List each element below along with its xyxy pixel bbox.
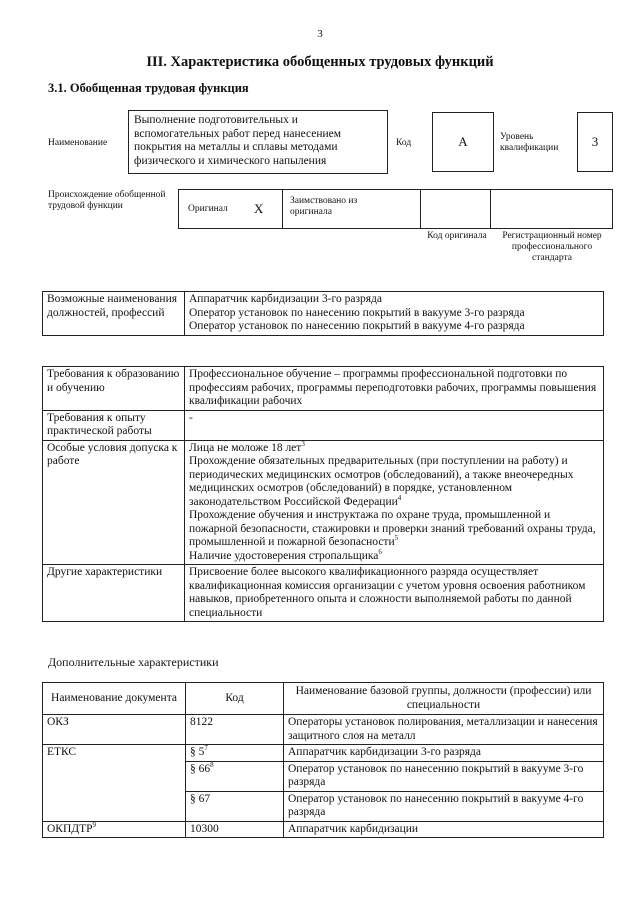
borrowed-label: Заимствовано из оригинала: [290, 196, 358, 217]
origin-label: Происхождение обобщенной трудовой функции: [48, 190, 166, 211]
level-value: 3: [591, 134, 599, 149]
origin-divider: [420, 189, 421, 229]
table-row: § 67 Оператор установок по нанесению покрытий в вакууме 4-го разряда: [43, 791, 604, 821]
additional-table: [42, 682, 604, 838]
reg-number-caption: Регистрационный номер профессионального стандарта: [502, 231, 602, 263]
positions-table: [42, 291, 604, 336]
name-value-box: [128, 110, 388, 174]
page-number: 3: [317, 28, 323, 40]
origin-divider: [490, 189, 491, 229]
name-value: Выполнение подготовительных и вспомогательных работ перед нанесением покрытия на металлы и сплавы методами физического и химического напыления: [134, 114, 342, 167]
additional-header: Наименование документа: [43, 683, 186, 715]
table-row: ЕТКС § $5^7$ Аппаратчик карбидизации 3-го разряда: [43, 745, 604, 762]
req-experience-label: Требования к опыту практической работы: [43, 410, 185, 440]
subsection-title: 3.1. Обобщенная трудовая функция: [48, 81, 249, 95]
position-item: Оператор установок по нанесению покрытий в вакууме 4-го разряда: [189, 320, 525, 332]
positions-label: Возможные наименования должностей, профессий: [43, 292, 185, 336]
code-value: А: [458, 134, 468, 149]
origin-table: [178, 189, 613, 229]
additional-title: Дополнительные характеристики: [48, 655, 219, 669]
special-condition: Прохождение обязательных предварительных (при поступлении на работу) и периодических медицинских осмотров (обследований), а также внеочередных медицинских осмотров (обследований) в порядке, установленном законодательством Российской Федерации$^4$: [189, 455, 574, 508]
req-education-label: Требования к образованию и обучению: [43, 367, 185, 411]
position-item: Оператор установок по нанесению покрытий в вакууме 3-го разряда: [189, 306, 525, 319]
special-condition: Лица не моложе 18 лет$^3$: [189, 439, 305, 454]
code-original-caption: Код оригинала: [427, 231, 487, 241]
origin-divider: [282, 189, 283, 229]
special-condition: Наличие удостоверения стропальщика$^6$: [189, 547, 382, 562]
level-value-box: [577, 112, 613, 172]
original-mark: X: [254, 201, 264, 216]
req-other-label: Другие характеристики: [43, 565, 185, 622]
level-label: Уровень квалификации: [500, 132, 559, 153]
code-value-box: [432, 112, 494, 172]
additional-header: Код: [186, 683, 284, 715]
req-education-value: Профессиональное обучение – программы профессиональной подготовки по профессиям рабочих, программы переподготовки рабочих, программы повышения квалификации рабочих: [185, 367, 604, 411]
req-special-label: Особые условия допуска к работе: [43, 440, 185, 565]
requirements-table: [42, 366, 604, 622]
special-condition: Прохождение обучения и инструктажа по охране труда, промышленной и пожарной безопасности, стажировки и проверки знаний требований охраны труда, промышленной и пожарной безопасности$^5$: [189, 509, 596, 548]
original-label: Оригинал: [188, 204, 228, 214]
req-special-value: [185, 440, 604, 565]
table-row: ОКПДТР$^9$ 10300 Аппаратчик карбидизации: [43, 821, 604, 838]
table-row: § $66^8$ Оператор установок по нанесению покрытий в вакууме 3-го разряда: [43, 761, 604, 791]
code-label: Код: [396, 138, 412, 148]
positions-list: [185, 292, 604, 336]
additional-header: Наименование базовой группы, должности (профессии) или специальности: [284, 683, 604, 715]
name-label: Наименование: [48, 138, 108, 148]
position-item: Аппаратчик карбидизации 3-го разряда: [189, 293, 382, 305]
table-row: ОКЗ 8122 Операторы установок полирования, металлизации и нанесения защитного слоя на металл: [43, 715, 604, 745]
req-other-value: Присвоение более высокого квалификационного разряда осуществляет квалификационная комиссия организации с учетом уровня освоения работником навыков, приобретенного опыта и сложности выполняемой работы по данной специальности: [185, 565, 604, 622]
section-title: III. Характеристика обобщенных трудовых функций: [146, 54, 494, 70]
req-experience-value: -: [185, 410, 604, 440]
